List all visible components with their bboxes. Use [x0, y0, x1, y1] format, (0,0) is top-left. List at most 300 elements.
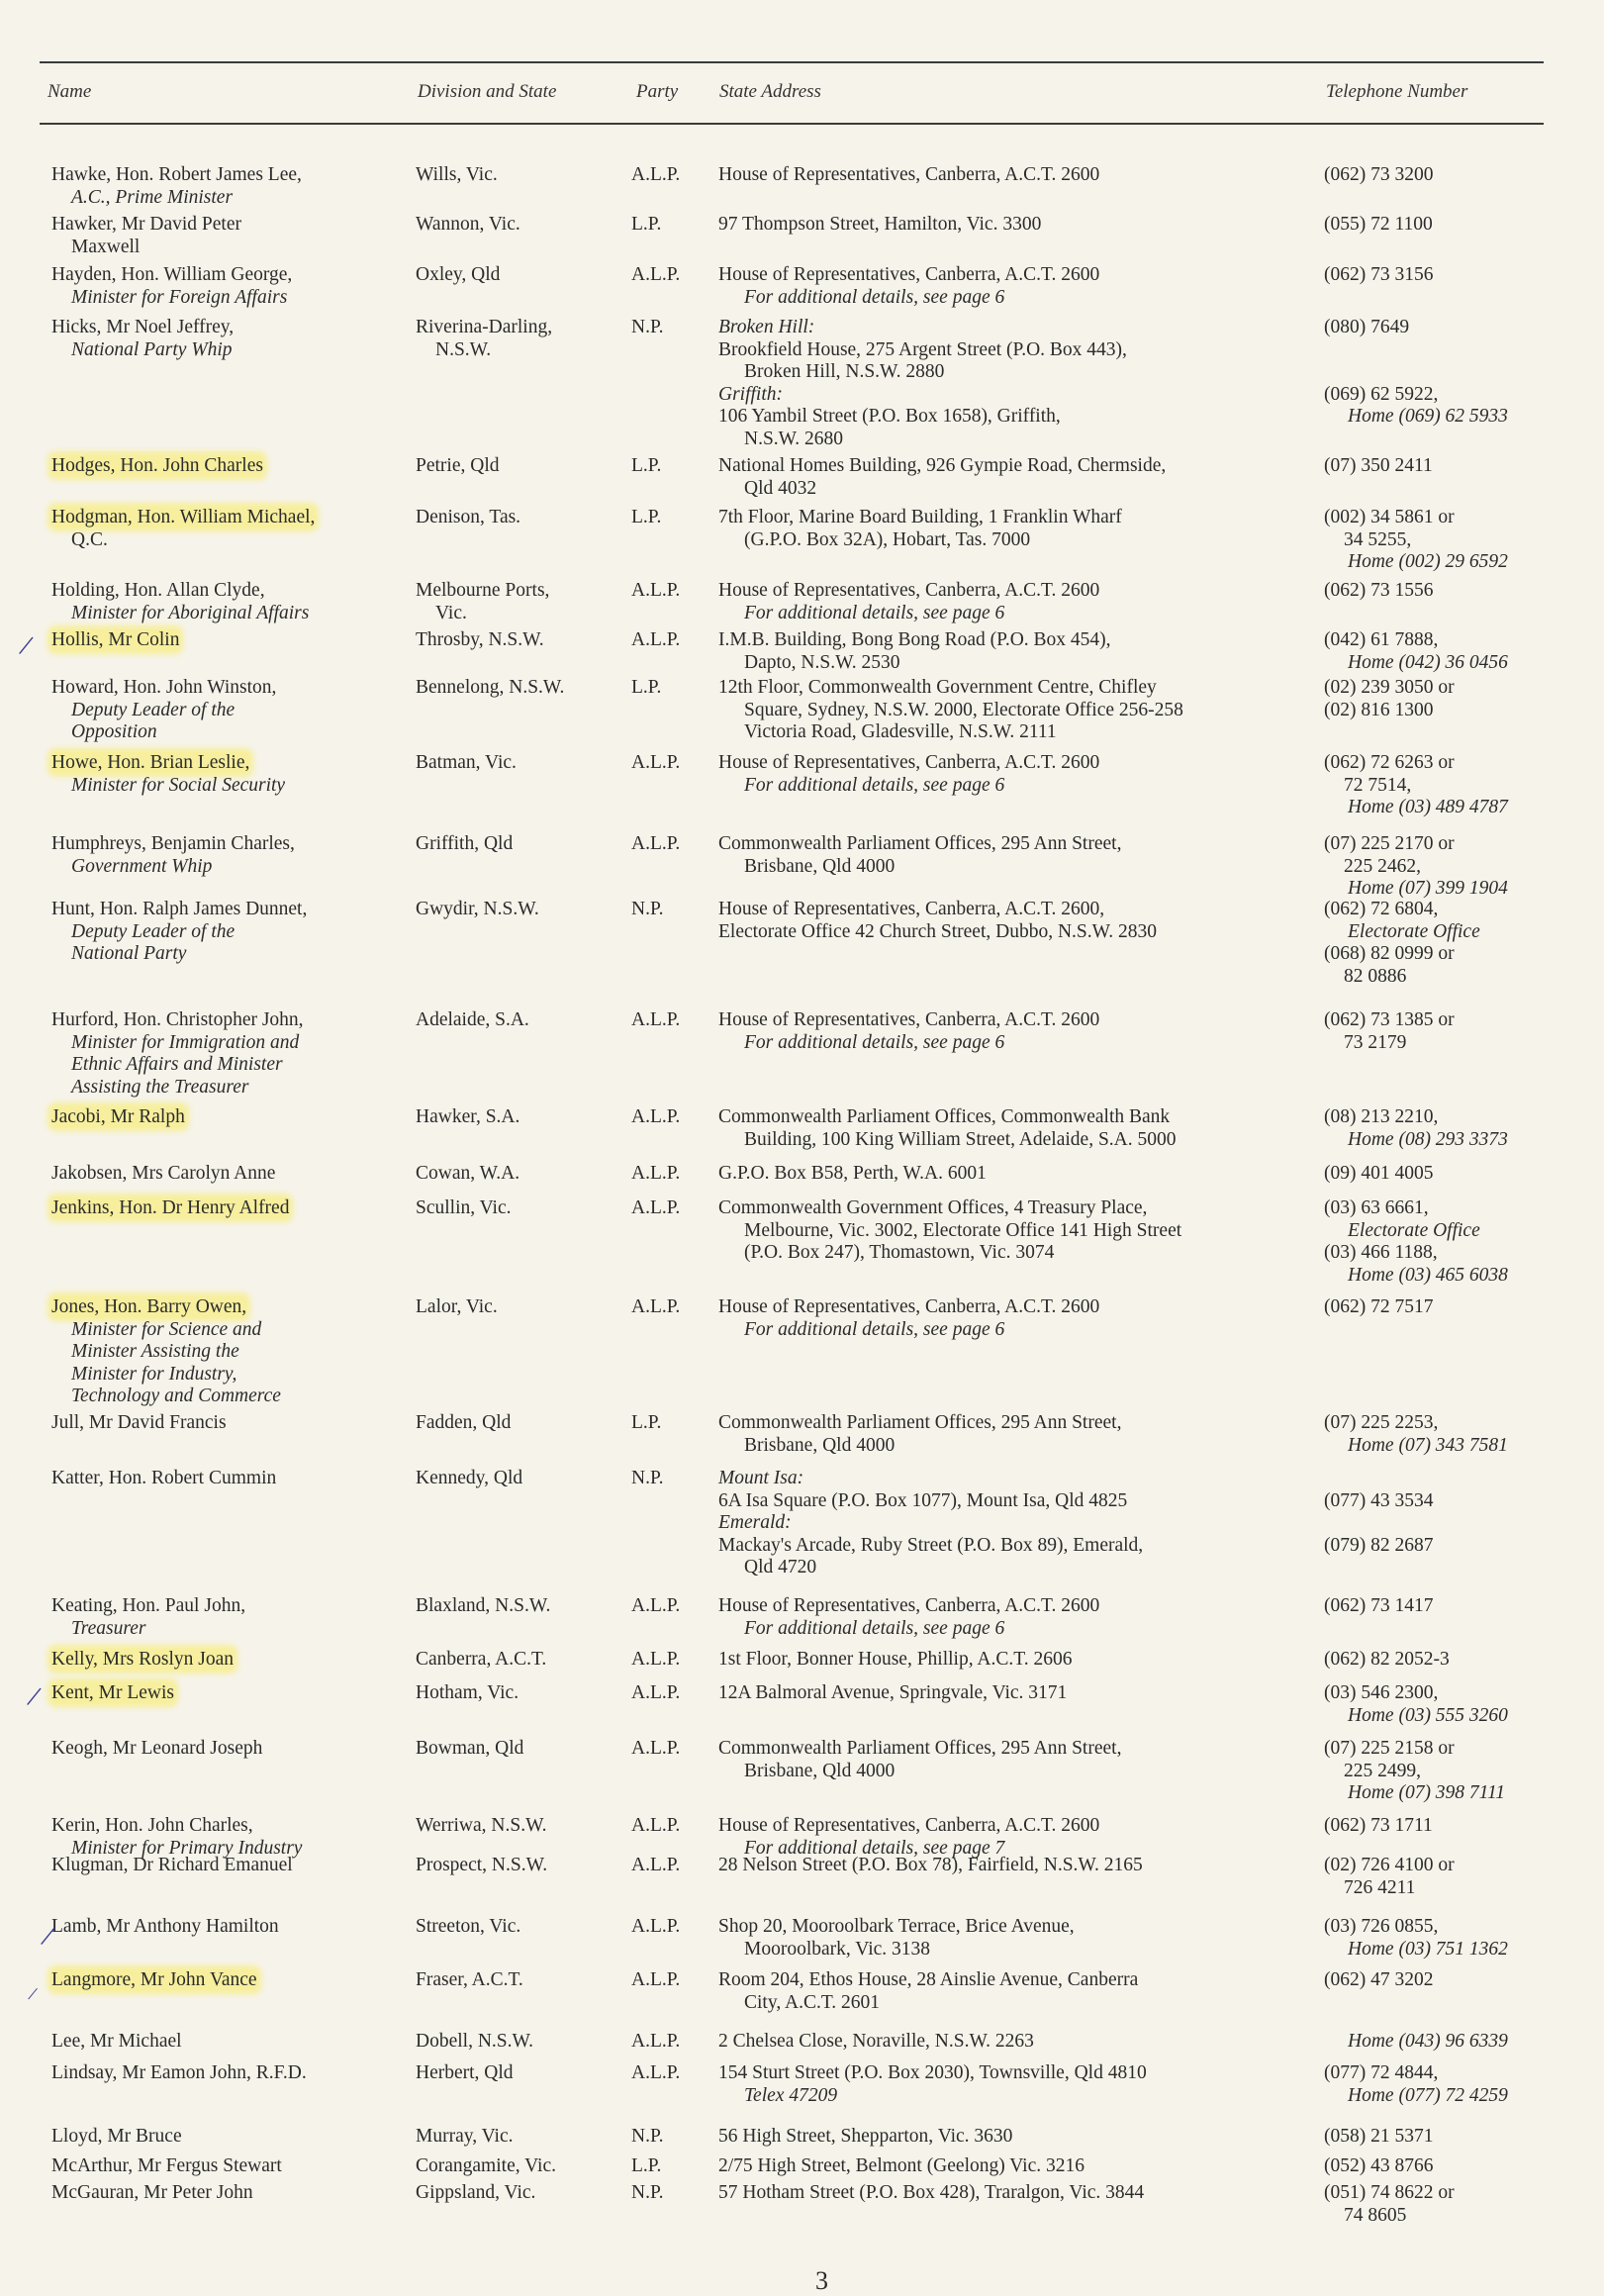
state-address — [718, 2182, 1312, 2205]
telephone-number — [1324, 1595, 1591, 1618]
header-division: Division and State — [418, 81, 557, 102]
address-line: N.S.W. 2680 — [744, 428, 844, 449]
division-line: Herbert, Qld — [416, 2062, 514, 2083]
telephone-number — [1324, 214, 1591, 237]
address-line: Commonwealth Government Offices, 4 Treasury Place, — [718, 1197, 1148, 1218]
telephone-number — [1324, 1649, 1591, 1672]
telephone-line: (062) 82 2052-3 — [1324, 1649, 1450, 1670]
telephone-line: Home (069) 62 5933 — [1348, 406, 1508, 427]
member-name — [51, 1916, 418, 1939]
party: A.L.P. — [631, 1197, 681, 1218]
address-line: House of Representatives, Canberra, A.C.T. 2600 — [718, 1296, 1100, 1317]
telephone-number — [1324, 317, 1591, 429]
state-address — [718, 455, 1312, 500]
telephone-line: (068) 82 0999 or — [1324, 943, 1455, 964]
address-line: For additional details, see page 6 — [744, 1031, 1005, 1053]
telephone-line: Electorate Office — [1348, 920, 1480, 942]
member-name-line: Jakobsen, Mrs Carolyn Anne — [51, 1163, 276, 1184]
division-line: Hotham, Vic. — [416, 1682, 519, 1703]
address-line: 57 Hotham Street (P.O. Box 428), Traralgon, Vic. 3844 — [718, 2182, 1145, 2203]
telephone-line: (058) 21 5371 — [1324, 2126, 1434, 2147]
member-name-line: Ethnic Affairs and Minister — [71, 1054, 283, 1075]
member-name — [51, 2031, 418, 2054]
member-name-line: National Party Whip — [71, 338, 233, 360]
division-state — [416, 2155, 623, 2178]
pen-tick-mark: / — [38, 1919, 57, 1954]
address-line: Commonwealth Parliament Offices, 295 Ann Street, — [718, 833, 1122, 854]
address-line: Commonwealth Parliament Offices, 295 Ann Street, — [718, 1738, 1122, 1759]
telephone-line: (03) 546 2300, — [1324, 1682, 1439, 1703]
division-line: Wannon, Vic. — [416, 214, 520, 235]
telephone-line: Home (08) 293 3373 — [1348, 1128, 1508, 1150]
telephone-number — [1324, 264, 1591, 287]
member-name-line — [51, 1197, 418, 1220]
division-state — [416, 1738, 623, 1761]
address-line: House of Representatives, Canberra, A.C.T. 2600 — [718, 752, 1100, 773]
member-name — [51, 1682, 418, 1705]
party: A.L.P. — [631, 164, 681, 185]
division-line: Fadden, Qld — [416, 1412, 512, 1433]
party: A.L.P. — [631, 1738, 681, 1759]
division-line: Bennelong, N.S.W. — [416, 677, 565, 698]
member-name-line — [51, 752, 418, 775]
state-address — [718, 1163, 1312, 1186]
division-line: Throsby, N.S.W. — [416, 629, 544, 650]
division-line: Vic. — [435, 602, 467, 623]
telephone-line: (062) 73 1385 or — [1324, 1009, 1455, 1030]
division-state — [416, 629, 623, 652]
division-state — [416, 1682, 623, 1705]
party: N.P. — [631, 1468, 664, 1488]
division-line: Canberra, A.C.T. — [416, 1649, 547, 1670]
member-name — [51, 1106, 418, 1129]
party: A.L.P. — [631, 1855, 681, 1875]
division-line: Streeton, Vic. — [416, 1916, 521, 1937]
state-address — [718, 214, 1312, 237]
pen-tick-mark: / — [26, 1982, 40, 2006]
address-line: Melbourne, Vic. 3002, Electorate Office 141 High Street — [744, 1219, 1182, 1241]
address-line: For additional details, see page 6 — [744, 1617, 1005, 1639]
header-telephone: Telephone Number — [1326, 81, 1468, 102]
party: A.L.P. — [631, 629, 681, 650]
member-name-line: Q.C. — [71, 528, 108, 550]
member-name-line: Howard, Hon. John Winston, — [51, 677, 277, 698]
telephone-number — [1324, 1197, 1591, 1287]
telephone-line: (062) 73 1711 — [1324, 1815, 1433, 1836]
party: A.L.P. — [631, 1682, 681, 1703]
division-state — [416, 580, 623, 624]
address-line: (G.P.O. Box 32A), Hobart, Tas. 7000 — [744, 528, 1031, 550]
division-line: Cowan, W.A. — [416, 1163, 520, 1184]
member-name-line: Assisting the Treasurer — [71, 1076, 249, 1098]
member-name-line — [51, 507, 418, 529]
member-name-line: McArthur, Mr Fergus Stewart — [51, 2155, 282, 2176]
state-address — [718, 1595, 1312, 1640]
division-state — [416, 1916, 623, 1939]
telephone-line: (07) 225 2158 or — [1324, 1738, 1455, 1759]
member-name-line: Minister for Aboriginal Affairs — [71, 602, 310, 623]
division-state — [416, 1106, 623, 1129]
party: L.P. — [631, 1412, 662, 1433]
division-line: Melbourne Ports, — [416, 580, 550, 601]
telephone-number — [1324, 2062, 1591, 2107]
member-name — [51, 2062, 418, 2085]
division-line: Riverina-Darling, — [416, 317, 553, 337]
state-address — [718, 580, 1312, 624]
member-name — [51, 1855, 418, 1877]
member-name — [51, 2155, 418, 2178]
telephone-line: Home (077) 72 4259 — [1348, 2084, 1508, 2106]
member-name — [51, 2182, 418, 2205]
division-state — [416, 677, 623, 700]
member-name — [51, 264, 418, 309]
telephone-line: (051) 74 8622 or — [1324, 2182, 1455, 2203]
header-address: State Address — [719, 81, 821, 102]
state-address — [718, 629, 1312, 674]
member-name-line: Lamb, Mr Anthony Hamilton — [51, 1916, 279, 1937]
address-line: Dapto, N.S.W. 2530 — [744, 651, 900, 673]
member-name-line — [51, 1106, 418, 1129]
division-state — [416, 2031, 623, 2054]
member-name-line — [51, 1682, 418, 1705]
state-address — [718, 1916, 1312, 1961]
telephone-number — [1324, 899, 1591, 988]
telephone-line: 34 5255, — [1344, 528, 1412, 550]
member-name — [51, 1649, 418, 1672]
member-name-line: Hunt, Hon. Ralph James Dunnet, — [51, 899, 308, 919]
address-line: House of Representatives, Canberra, A.C.T. 2600, — [718, 899, 1105, 919]
telephone-line: (062) 72 6263 or — [1324, 752, 1455, 773]
telephone-number — [1324, 2182, 1591, 2227]
telephone-line: Electorate Office — [1348, 1219, 1480, 1241]
member-name-line: Deputy Leader of the — [71, 920, 236, 942]
division-line: Scullin, Vic. — [416, 1197, 512, 1218]
telephone-line: (062) 47 3202 — [1324, 1969, 1434, 1990]
party: A.L.P. — [631, 1163, 681, 1184]
telephone-line — [1324, 339, 1591, 362]
telephone-number — [1324, 1916, 1591, 1961]
party: L.P. — [631, 455, 662, 476]
address-line: 7th Floor, Marine Board Building, 1 Franklin Wharf — [718, 507, 1122, 527]
telephone-number — [1324, 629, 1591, 674]
pen-tick-mark: / — [24, 1679, 44, 1714]
state-address — [718, 1197, 1312, 1265]
telephone-line: (062) 73 1417 — [1324, 1595, 1434, 1616]
division-line: N.S.W. — [435, 338, 492, 360]
member-name — [51, 1815, 418, 1860]
telephone-line: (07) 225 2253, — [1324, 1412, 1439, 1433]
division-state — [416, 1815, 623, 1838]
state-address — [718, 317, 1312, 450]
telephone-line: (062) 73 1556 — [1324, 580, 1434, 601]
telephone-line: (07) 350 2411 — [1324, 455, 1433, 476]
telephone-line: Home (03) 465 6038 — [1348, 1264, 1508, 1286]
telephone-number — [1324, 507, 1591, 574]
telephone-number — [1324, 1969, 1591, 1992]
state-address — [718, 2155, 1312, 2178]
telephone-number — [1324, 455, 1591, 478]
address-line: Victoria Road, Gladesville, N.S.W. 2111 — [744, 721, 1057, 742]
telephone-line: (062) 73 3200 — [1324, 164, 1434, 185]
division-state — [416, 2062, 623, 2085]
party: A.L.P. — [631, 1649, 681, 1670]
member-name-line: Hawker, Mr David Peter — [51, 214, 241, 235]
telephone-number — [1324, 752, 1591, 819]
division-state — [416, 1163, 623, 1186]
member-name — [51, 1163, 418, 1186]
division-state — [416, 164, 623, 187]
member-name-line — [51, 629, 418, 652]
division-state — [416, 1855, 623, 1877]
division-state — [416, 1009, 623, 1032]
address-line: 6A Isa Square (P.O. Box 1077), Mount Isa, Qld 4825 — [718, 1489, 1128, 1511]
member-name-line — [51, 1649, 418, 1672]
division-state — [416, 1649, 623, 1672]
state-address — [718, 752, 1312, 797]
division-state — [416, 455, 623, 478]
member-name-line: Minister for Science and — [71, 1318, 262, 1340]
telephone-line: Home (043) 96 6339 — [1348, 2031, 1508, 2052]
state-address — [718, 1296, 1312, 1341]
highlighted-name: Langmore, Mr John Vance — [51, 1969, 257, 1990]
member-name-line: Opposition — [71, 721, 157, 742]
state-address — [718, 164, 1312, 187]
address-line: 12A Balmoral Avenue, Springvale, Vic. 3171 — [718, 1682, 1068, 1703]
member-name-line: Minister for Immigration and — [71, 1031, 300, 1053]
address-line: Broken Hill: — [718, 317, 815, 337]
telephone-line: 73 2179 — [1344, 1031, 1407, 1053]
division-line: Blaxland, N.S.W. — [416, 1595, 551, 1616]
telephone-line: (07) 225 2170 or — [1324, 833, 1455, 854]
telephone-line: (062) 72 7517 — [1324, 1296, 1434, 1317]
member-name-line: Kerin, Hon. John Charles, — [51, 1815, 253, 1836]
address-line: Qld 4720 — [744, 1557, 817, 1578]
member-name-line: Government Whip — [71, 855, 213, 877]
address-line: Mackay's Arcade, Ruby Street (P.O. Box 89), Emerald, — [718, 1534, 1144, 1556]
telephone-number — [1324, 1682, 1591, 1727]
member-name-line: Katter, Hon. Robert Cummin — [51, 1468, 277, 1488]
member-name-line — [51, 455, 418, 478]
member-name-line: Keating, Hon. Paul John, — [51, 1595, 246, 1616]
state-address — [718, 264, 1312, 309]
telephone-line: Home (07) 343 7581 — [1348, 1434, 1508, 1456]
party: A.L.P. — [631, 1595, 681, 1616]
address-line: Qld 4032 — [744, 477, 817, 499]
member-name — [51, 1412, 418, 1435]
address-line: Broken Hill, N.S.W. 2880 — [744, 361, 945, 382]
division-state — [416, 1595, 623, 1618]
division-line: Gippsland, Vic. — [416, 2182, 536, 2203]
member-name-line — [51, 1296, 418, 1319]
division-line: Dobell, N.S.W. — [416, 2031, 533, 2052]
telephone-line: Home (07) 399 1904 — [1348, 878, 1508, 899]
party: A.L.P. — [631, 833, 681, 854]
address-line: 106 Yambil Street (P.O. Box 1658), Griffith, — [718, 406, 1061, 427]
telephone-line: Home (042) 36 0456 — [1348, 651, 1508, 673]
address-line: Square, Sydney, N.S.W. 2000, Electorate Office 256-258 — [744, 699, 1183, 720]
telephone-number — [1324, 1468, 1591, 1557]
pen-tick-mark: / — [16, 628, 36, 663]
header-name: Name — [47, 81, 92, 102]
address-line: 1st Floor, Bonner House, Phillip, A.C.T. 2606 — [718, 1649, 1073, 1670]
highlighted-name: Howe, Hon. Brian Leslie, — [51, 752, 250, 773]
address-line: (P.O. Box 247), Thomastown, Vic. 3074 — [744, 1242, 1055, 1263]
highlighted-name: Jones, Hon. Barry Owen, — [51, 1296, 247, 1317]
division-line: Hawker, S.A. — [416, 1106, 520, 1127]
division-line: Lalor, Vic. — [416, 1296, 498, 1317]
state-address — [718, 1969, 1312, 2014]
member-name-line: Minister for Primary Industry — [71, 1837, 303, 1859]
telephone-line: 225 2462, — [1344, 855, 1421, 877]
telephone-line: (042) 61 7888, — [1324, 629, 1439, 650]
address-line: Emerald: — [718, 1512, 792, 1533]
division-line: Werriwa, N.S.W. — [416, 1815, 547, 1836]
member-name-line: National Party — [71, 943, 187, 964]
state-address — [718, 1412, 1312, 1457]
telephone-line: (02) 816 1300 — [1324, 699, 1434, 720]
member-name — [51, 899, 418, 966]
highlighted-name: Jacobi, Mr Ralph — [51, 1106, 185, 1127]
state-address — [718, 1682, 1312, 1705]
telephone-line: (080) 7649 — [1324, 317, 1410, 337]
address-line: 2 Chelsea Close, Noraville, N.S.W. 2263 — [718, 2031, 1034, 2052]
member-name — [51, 1009, 418, 1099]
telephone-line: (09) 401 4005 — [1324, 1163, 1434, 1184]
party: L.P. — [631, 214, 662, 235]
address-line: Griffith: — [718, 383, 784, 405]
address-line: Commonwealth Parliament Offices, Commonwealth Bank — [718, 1106, 1171, 1127]
address-line: For additional details, see page 6 — [744, 1318, 1005, 1340]
state-address — [718, 1468, 1312, 1579]
address-line: Electorate Office 42 Church Street, Dubbo, N.S.W. 2830 — [718, 920, 1157, 942]
member-name — [51, 833, 418, 878]
party: A.L.P. — [631, 1296, 681, 1317]
telephone-line: (052) 43 8766 — [1324, 2155, 1434, 2176]
division-line: Denison, Tas. — [416, 507, 521, 527]
member-name — [51, 1468, 418, 1490]
party: A.L.P. — [631, 264, 681, 285]
telephone-line: (02) 726 4100 or — [1324, 1855, 1455, 1875]
address-line: House of Representatives, Canberra, A.C.T. 2600 — [718, 1815, 1100, 1836]
division-state — [416, 317, 623, 361]
address-line: Brisbane, Qld 4000 — [744, 1760, 896, 1781]
telephone-number — [1324, 2126, 1591, 2149]
member-name — [51, 752, 418, 797]
telephone-line: (03) 466 1188, — [1324, 1242, 1438, 1263]
member-name-line: Hurford, Hon. Christopher John, — [51, 1009, 304, 1030]
member-name-line: Holding, Hon. Allan Clyde, — [51, 580, 265, 601]
division-state — [416, 1412, 623, 1435]
address-line: Mount Isa: — [718, 1468, 804, 1488]
member-name-line: Jull, Mr David Francis — [51, 1412, 227, 1433]
telephone-line: (062) 72 6804, — [1324, 899, 1439, 919]
member-name — [51, 1595, 418, 1640]
address-line: For additional details, see page 6 — [744, 774, 1005, 796]
division-state — [416, 214, 623, 237]
member-name-line: Humphreys, Benjamin Charles, — [51, 833, 295, 854]
state-address — [718, 1815, 1312, 1860]
division-state — [416, 752, 623, 775]
header-rule — [40, 123, 1544, 125]
telephone-number — [1324, 1009, 1591, 1054]
address-line: I.M.B. Building, Bong Bong Road (P.O. Box 454), — [718, 629, 1111, 650]
party: A.L.P. — [631, 1009, 681, 1030]
member-name-line: Keogh, Mr Leonard Joseph — [51, 1738, 263, 1759]
address-line: 97 Thompson Street, Hamilton, Vic. 3300 — [718, 214, 1042, 235]
address-line: House of Representatives, Canberra, A.C.T. 2600 — [718, 580, 1100, 601]
member-name-line: Lee, Mr Michael — [51, 2031, 182, 2052]
state-address — [718, 1106, 1312, 1151]
telephone-line — [1324, 1468, 1591, 1490]
division-line: Bowman, Qld — [416, 1738, 524, 1759]
highlighted-name: Kelly, Mrs Roslyn Joan — [51, 1649, 234, 1670]
member-name — [51, 214, 418, 258]
address-line: G.P.O. Box B58, Perth, W.A. 6001 — [718, 1163, 987, 1184]
telephone-line: 82 0886 — [1344, 965, 1407, 987]
telephone-number — [1324, 1738, 1591, 1805]
member-name — [51, 164, 418, 209]
address-line: 154 Sturt Street (P.O. Box 2030), Townsville, Qld 4810 — [718, 2062, 1147, 2083]
telephone-line: (069) 62 5922, — [1324, 383, 1439, 405]
member-name-line: Klugman, Dr Richard Emanuel — [51, 1855, 293, 1875]
state-address — [718, 833, 1312, 878]
party: N.P. — [631, 2126, 664, 2147]
party: A.L.P. — [631, 2031, 681, 2052]
division-line: Prospect, N.S.W. — [416, 1855, 548, 1875]
telephone-number — [1324, 1412, 1591, 1457]
telephone-line: 72 7514, — [1344, 774, 1412, 796]
party: N.P. — [631, 899, 664, 919]
telephone-number — [1324, 580, 1591, 603]
telephone-line: 225 2499, — [1344, 1760, 1421, 1781]
member-name-line: A.C., Prime Minister — [71, 186, 234, 208]
telephone-line: (002) 34 5861 or — [1324, 507, 1455, 527]
state-address — [718, 2031, 1312, 2054]
division-state — [416, 507, 623, 529]
division-state — [416, 833, 623, 856]
party: L.P. — [631, 507, 662, 527]
member-name — [51, 455, 418, 478]
division-line: Petrie, Qld — [416, 455, 500, 476]
member-name — [51, 1969, 418, 1992]
member-name-line: Hicks, Mr Noel Jeffrey, — [51, 317, 235, 337]
party: A.L.P. — [631, 2062, 681, 2083]
state-address — [718, 1649, 1312, 1672]
division-state — [416, 899, 623, 921]
member-name-line: Minister for Social Security — [71, 774, 286, 796]
division-line: Wills, Vic. — [416, 164, 498, 185]
member-name-line: Hayden, Hon. William George, — [51, 264, 293, 285]
division-state — [416, 1197, 623, 1220]
state-address — [718, 1009, 1312, 1054]
telephone-line: Home (07) 398 7111 — [1348, 1782, 1506, 1803]
telephone-line: 726 4211 — [1344, 1876, 1416, 1898]
member-name — [51, 1197, 418, 1220]
party: A.L.P. — [631, 1916, 681, 1937]
division-state — [416, 1296, 623, 1319]
address-line: For additional details, see page 7 — [744, 1837, 1005, 1859]
telephone-line — [1324, 361, 1591, 384]
highlighted-name: Hodgman, Hon. William Michael, — [51, 507, 316, 527]
telephone-number — [1324, 833, 1591, 901]
member-name — [51, 507, 418, 551]
division-line: Murray, Vic. — [416, 2126, 514, 2147]
division-state — [416, 1969, 623, 1992]
telephone-line: 74 8605 — [1344, 2204, 1407, 2226]
state-address — [718, 899, 1312, 943]
address-line: House of Representatives, Canberra, A.C.T. 2600 — [718, 1009, 1100, 1030]
member-name — [51, 317, 418, 361]
